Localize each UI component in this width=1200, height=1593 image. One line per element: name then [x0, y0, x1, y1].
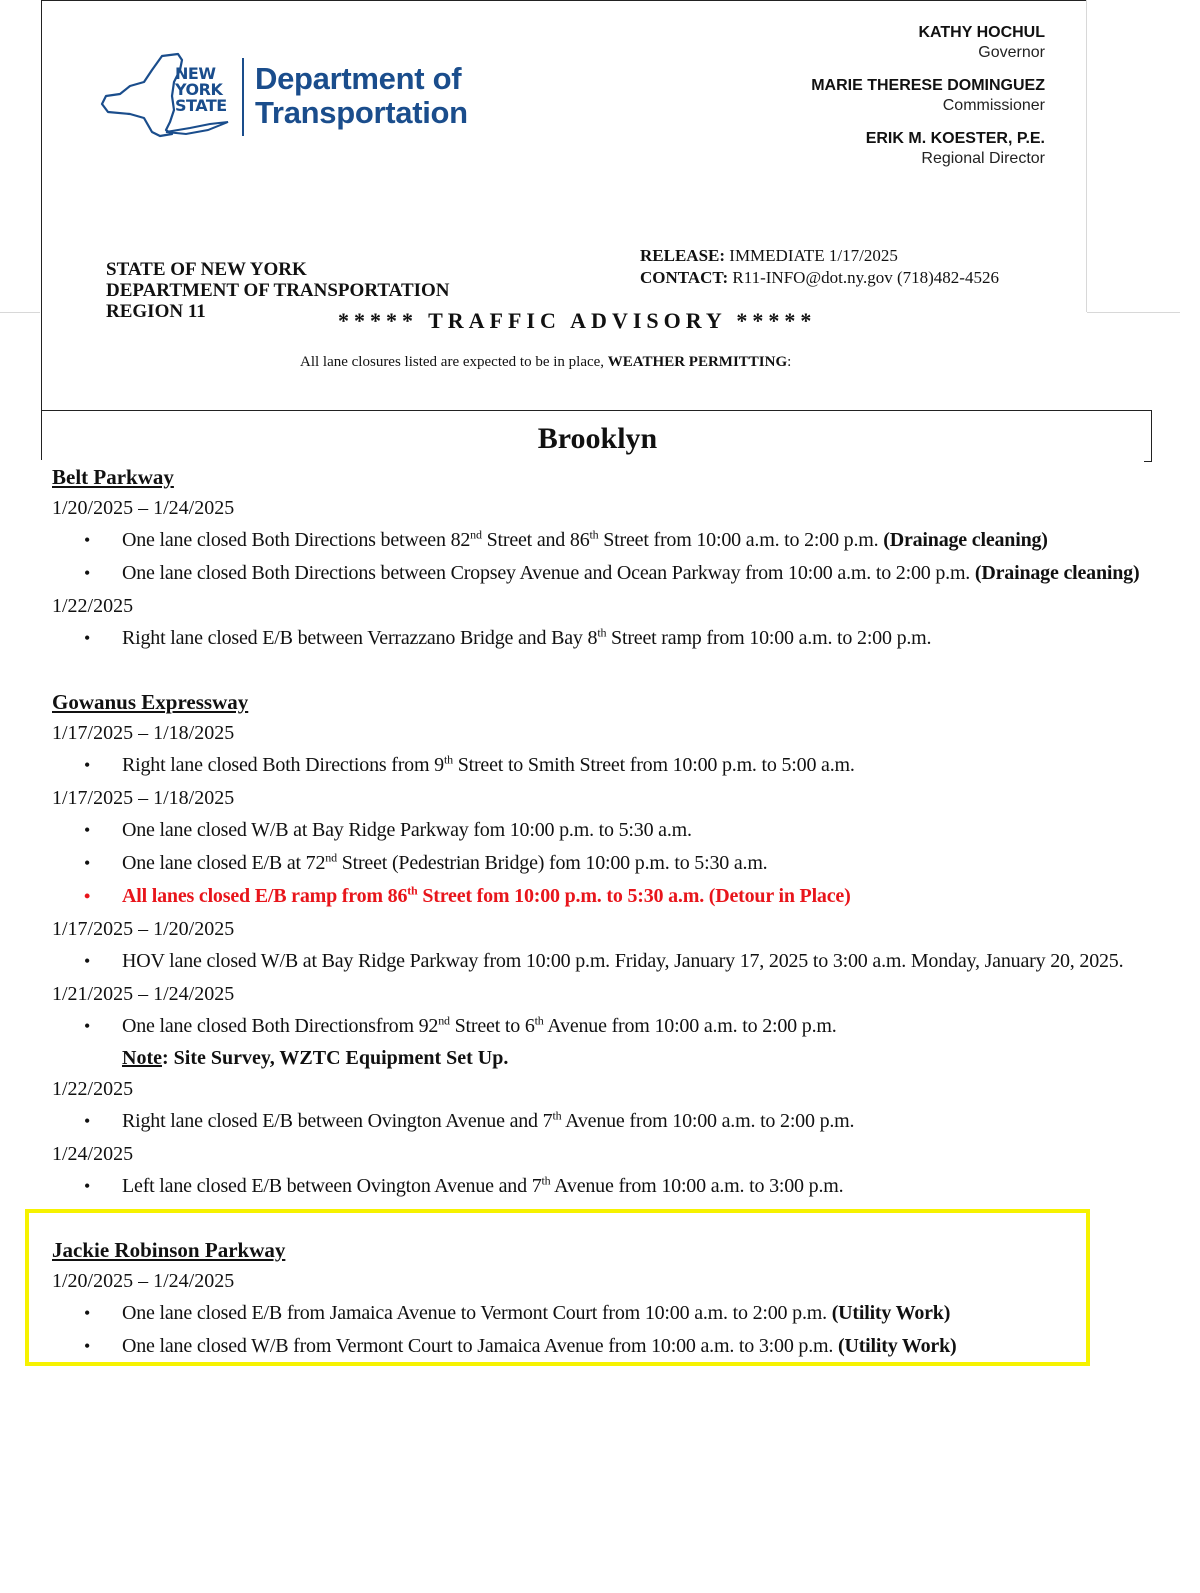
closure-item: • HOV lane closed W/B at Bay Ridge Parkway from 10:00 p.m. Friday, January 17, 2025 to 3:00 a.m. Monday, January 20, 2025.: [52, 945, 1152, 978]
weather-note-suffix: :: [787, 354, 792, 370]
date-range: 1/22/2025: [52, 1078, 134, 1100]
section-belt-parkway: [52, 462, 1152, 655]
closure-item: • One lane closed E/B from Jamaica Avenue to Vermont Court from 10:00 a.m. to 2:00 p.m. (Utility Work): [52, 1297, 1152, 1330]
header-fold-line-right: [1087, 312, 1180, 313]
traffic-advisory-title: ***** TRAFFIC ADVISORY *****: [338, 308, 817, 333]
date-range: 1/17/2025 – 1/18/2025: [52, 722, 235, 744]
closure-item: • Left lane closed E/B between Ovington Avenue and 7th Avenue from 10:00 a.m. to 3:00 p.m.: [52, 1170, 1152, 1203]
bullet-icon: •: [84, 853, 91, 873]
closure-item: • One lane closed Both Directions between 82nd Street and 86th Street from 10:00 a.m. to 2:00 p.m. (Drainage cleaning): [52, 524, 1152, 557]
date-range: 1/22/2025: [52, 595, 134, 617]
date-range: 1/21/2025 – 1/24/2025: [52, 983, 235, 1005]
bullet-icon: •: [84, 755, 91, 775]
closure-item: • One lane closed W/B from Vermont Court to Jamaica Avenue from 10:00 a.m. to 3:00 p.m. (Utility Work): [52, 1330, 1152, 1363]
official-name: KATHY HOCHUL: [918, 24, 1045, 41]
bullet-icon: •: [84, 820, 91, 840]
closure-item-alert: • All lanes closed E/B ramp from 86th Street fom 10:00 p.m. to 5:30 a.m. (Detour in Place): [52, 880, 1152, 913]
official-role: Regional Director: [921, 150, 1045, 167]
closure-item: • Right lane closed E/B between Verrazzano Bridge and Bay 8th Street ramp from 10:00 a.m. to 2:00 p.m.: [52, 622, 1152, 655]
header-border-right: [1086, 0, 1087, 312]
logo-dept-line: Transportation: [255, 95, 468, 130]
release-label: RELEASE:: [640, 246, 726, 265]
weather-note: [300, 354, 791, 371]
header-fold-line: [0, 312, 40, 313]
release-value: IMMEDIATE 1/17/2025: [729, 246, 898, 265]
official-role: Commissioner: [942, 97, 1045, 114]
date-range: 1/20/2025 – 1/24/2025: [52, 497, 235, 519]
bullet-icon: •: [84, 886, 91, 906]
release-block: [640, 245, 999, 289]
release-line: [640, 245, 999, 267]
note-text: : Site Survey, WZTC Equipment Set Up.: [161, 1047, 509, 1069]
region-title: Brooklyn: [537, 422, 658, 455]
logo-dept-line: Department of: [255, 61, 462, 96]
section-box-top: [41, 410, 1152, 411]
bullet-icon: •: [84, 1303, 91, 1323]
bullet-icon: •: [84, 628, 91, 648]
logo-state-line: YORK: [175, 80, 223, 99]
header-border-left: [41, 0, 42, 410]
date-range: 1/17/2025 – 1/20/2025: [52, 918, 235, 940]
closure-item: • One lane closed Both Directionsfrom 92nd Street to 6th Avenue from 10:00 a.m. to 2:00 p.m.: [52, 1010, 1152, 1043]
logo-department-text: [255, 62, 468, 130]
section-gap: [52, 655, 1152, 687]
closure-item: • One lane closed W/B at Bay Ridge Parkway fom 10:00 p.m. to 5:30 a.m.: [52, 814, 1152, 847]
bullet-icon: •: [84, 1016, 91, 1036]
bullet-icon: •: [84, 1176, 91, 1196]
agency-line: REGION 11: [106, 301, 206, 322]
logo-state-line: NEW: [175, 64, 216, 83]
weather-note-prefix: All lane closures listed are expected to be in place,: [300, 354, 605, 370]
contact-value[interactable]: R11-INFO@dot.ny.gov (718)482-4526: [732, 268, 999, 287]
bullet-icon: •: [84, 1336, 91, 1356]
date-range: 1/20/2025 – 1/24/2025: [52, 1270, 235, 1292]
note-label: Note: [122, 1047, 162, 1069]
road-name: Jackie Robinson Parkway: [52, 1238, 286, 1262]
closure-item: • One lane closed E/B at 72nd Street (Pedestrian Bridge) fom 10:00 p.m. to 5:30 a.m.: [52, 847, 1152, 880]
closure-item: • Right lane closed Both Directions from 9th Street to Smith Street from 10:00 p.m. to 5:00 a.m.: [52, 749, 1152, 782]
official-commissioner: [811, 76, 1045, 116]
logo-state-line: STATE: [175, 96, 227, 115]
date-range: 1/24/2025: [52, 1143, 134, 1165]
highlight-box: [25, 1209, 1090, 1366]
logo-divider: [242, 58, 244, 136]
bullet-icon: •: [84, 951, 91, 971]
official-regional-director: [866, 129, 1045, 169]
road-name: Belt Parkway: [52, 465, 174, 489]
agency-line: STATE OF NEW YORK: [106, 259, 307, 280]
bullet-icon: •: [84, 530, 91, 550]
bullet-icon: •: [84, 563, 91, 583]
contact-line: [640, 267, 999, 289]
road-name: Gowanus Expressway: [52, 690, 249, 714]
bullet-icon: •: [84, 1111, 91, 1131]
section-gowanus-expressway: [52, 687, 1152, 1203]
official-governor: [918, 23, 1045, 63]
contact-label: CONTACT:: [640, 268, 729, 287]
official-role: Governor: [978, 44, 1045, 61]
closure-item: • One lane closed Both Directions between Cropsey Avenue and Ocean Parkway from 10:00 a.m. to 2:00 p.m. (Drainage cleaning): [52, 557, 1152, 590]
official-name: MARIE THERESE DOMINGUEZ: [811, 77, 1045, 94]
closure-note: [52, 1043, 1152, 1073]
date-range: 1/17/2025 – 1/18/2025: [52, 787, 235, 809]
official-name: ERIK M. KOESTER, P.E.: [865, 130, 1045, 147]
weather-note-bold: WEATHER PERMITTING: [607, 354, 788, 370]
logo-state-text: [175, 66, 227, 114]
agency-line: DEPARTMENT OF TRANSPORTATION: [106, 280, 450, 301]
closure-item: • Right lane closed E/B between Ovington Avenue and 7th Avenue from 10:00 a.m. to 2:00 p.m.: [52, 1105, 1152, 1138]
header-border-top: [41, 0, 1087, 1]
